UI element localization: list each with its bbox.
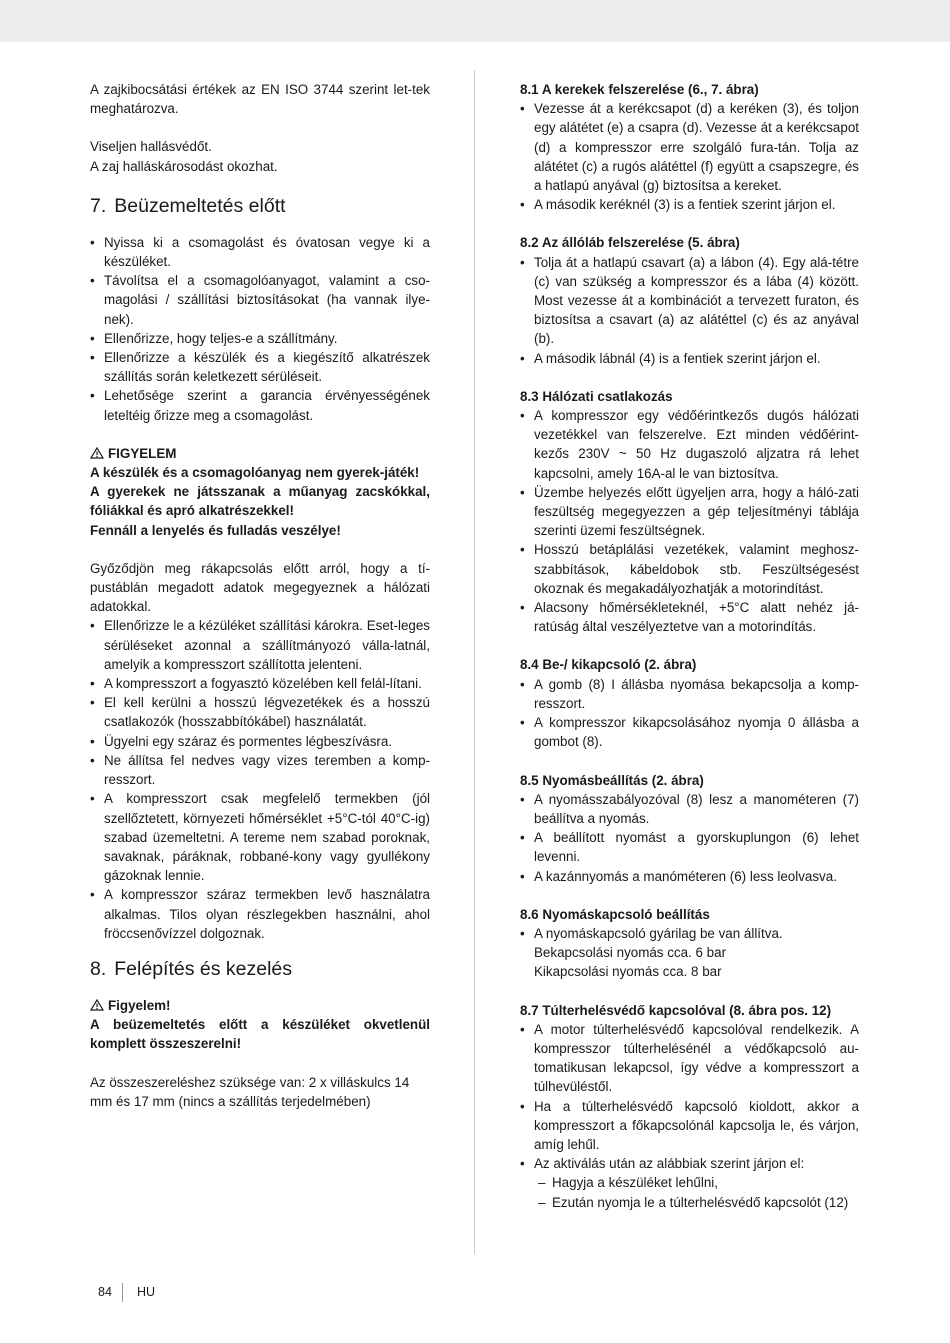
warning-line: A készülék és a csomagolóanyag nem gyerek-játék!: [90, 465, 420, 481]
section-title: Felépítés és kezelés: [114, 957, 293, 980]
intro-paragraph: Győződjön meg rákapcsolás előtt arról, hogy a tí-pustáblán megadott adatok megegyeznek a hálózati adatokkal.: [90, 560, 430, 615]
warning-line: Fennáll a lenyelés és fulladás veszélye!: [90, 522, 341, 538]
section-7-list: [90, 233, 430, 425]
warning-label: Figyelem!: [108, 997, 171, 1013]
left-column: [90, 80, 430, 1111]
subsection-title: 8.3 Hálózati csatlakozás: [520, 388, 673, 404]
subsection-title: 8.4 Be-/ kikapcsoló (2. ábra): [520, 657, 697, 673]
list-item: • A kompresszor kikapcsolásához nyomja 0 állásba a gombot (8).: [520, 713, 859, 751]
list-item: – Ezután nyomja le a túlterhelésvédő kapcsolót (12): [538, 1193, 859, 1212]
sub-step-list: [520, 1173, 859, 1211]
warning-line: A beüzemeltetés előtt a készüléket okvetlenül komplett összeszerelni!: [90, 1017, 430, 1052]
list-item: • Ellenőrizze, hogy teljes-e a szállítmány.: [90, 329, 430, 348]
pressure-off-text: Kikapcsolási nyomás cca. 8 bar: [534, 964, 722, 980]
subsection-list: [520, 790, 859, 886]
subsection-list: [520, 253, 859, 368]
right-column: [520, 80, 859, 1212]
section-title: Beüzemeltetés előtt: [114, 194, 286, 217]
list-item: • Ha a túlterhelésvédő kapcsoló kioldott, akkor a kompresszort a főkapcsolónál kapcsolja le, és várjon, amíg lehűl.: [520, 1097, 859, 1155]
list-item: • Tolja át a hatlapú csavart (a) a lábon (4). Egy alá-tétre (c) van szükség a kompresszor és a lába (4) között. Most vezesse át a kombinációt a tervezett furaton, és biztosítsa a csavart (a) az alátéttel (c) és az anyával (b).: [520, 253, 859, 349]
section-8-heading: [90, 957, 430, 981]
list-item: • Alacsony hőmérsékleteknél, +5°C alatt nehéz já-ratúság által veszélyeztetve van a motorindítás.: [520, 598, 859, 636]
list-item: • A beállított nyomást a gyorskuplungon (6) lehet levenni.: [520, 828, 859, 866]
subsection-title: 8.7 Túlterhelésvédő kapcsolóval (8. ábra pos. 12): [520, 1002, 832, 1018]
list-item: • A kompresszort csak megfelelő termekben (jól szellőztetett, környezeti hőmérséklet +5°C-tól 40°C-ig) szabad üzemeltetni. A tereme nem szabad poroknak, savaknak, páráknak, robbané-kony vagy gyullékony gázoknak lennie.: [90, 789, 430, 885]
warning-heading: [90, 444, 430, 463]
warning-label: FIGYELEM: [108, 445, 177, 461]
subsection-list: [520, 675, 859, 752]
list-item: • A kompresszort a fogyasztó közelében kell felál-lítani.: [90, 674, 430, 693]
list-item: • A gomb (8) I állásba nyomása bekapcsolja a komp-resszort.: [520, 675, 859, 713]
list-item: • A második keréknél (3) is a fentiek szerint járjon el.: [520, 195, 859, 214]
setup-list: [90, 616, 430, 942]
noise-paragraph: A zajkibocsátási értékek az EN ISO 3744 szerint let-tek meghatározva.: [90, 82, 430, 117]
subsection-title: 8.1 A kerekek felszerelése (6., 7. ábra): [520, 82, 759, 97]
hearing-protection-text: Viseljen hallásvédőt.: [90, 139, 212, 155]
list-item: • A nyomásszabályozóval (8) lesz a manométeren (7) beállítva a nyomás.: [520, 790, 859, 828]
list-item: • Lehetősége szerint a garancia érvényességének leteltéig őrizze meg a csomagolást.: [90, 386, 430, 424]
subsection-list: [520, 1020, 859, 1174]
list-item: • Vezesse át a kerékcsapot (d) a keréken (3), és toljon egy alátétet (e) a csapra (d). Vezesse át a kerékcsapot (d) a kompresszor erre szolgáló fura-tán. Tolja az alátétet (c) a rugós alátéttel (f) együtt a csapszegre, és a hatlapú anyával (g) biztosítsa a kereket.: [520, 99, 859, 195]
list-item: – Hagyja a készüléket lehűlni,: [538, 1173, 859, 1192]
list-item: • Távolítsa el a csomagolóanyagot, valamint a cso-magolási / szállítási biztosításokat (ha vannak ilye-nek).: [90, 271, 430, 329]
list-item: • Ellenőrizze a készülék és a kiegészítő alkatrészek szállítás során keletkezett sérüléseit.: [90, 348, 430, 386]
warning-heading: [90, 996, 430, 1015]
subsection-title: 8.6 Nyomáskapcsoló beállítás: [520, 906, 710, 922]
list-item: • A motor túlterhelésvédő kapcsolóval rendelkezik. A kompresszor túlterhelésénél a védőkapcsoló au-tomatikusan lekapcsol, így védve a kompresszort a túlhevüléstől.: [520, 1020, 859, 1097]
noise-damage-text: A zaj halláskárosodást okozhat.: [90, 158, 278, 174]
list-item: • Nyissa ki a csomagolást és óvatosan vegye ki a készüléket.: [90, 233, 430, 271]
list-item: • A második lábnál (4) is a fentiek szerint járjon el.: [520, 349, 859, 368]
column-divider: [474, 70, 475, 1254]
list-item: • Ügyelni egy száraz és pormentes légbeszívásra.: [90, 732, 430, 751]
top-bar: [0, 0, 950, 42]
assembly-tools-paragraph: Az összeszereléshez szüksége van: 2 x villáskulcs 14 mm és 17 mm (nincs a szállítás terjedelmében): [90, 1074, 410, 1109]
warning-line: A gyerekek ne játsszanak a műanyag zacskókkal, fóliákkal és apró alkatrészekkel!: [90, 484, 430, 519]
list-item: • A kompresszor száraz termekben levő használatra alkalmas. Tilos olyan részlegekben használni, ahol fröccsenővízzel dolgoznak.: [90, 885, 430, 943]
list-item: • El kell kerülni a hosszú légvezetékek és a hosszú csatlakozók (hosszabbítókábel) használatát.: [90, 693, 430, 731]
language-code: HU: [137, 1285, 156, 1299]
pressure-factory-text: A nyomáskapcsoló gyárilag be van állítva.: [534, 925, 783, 941]
subsection-title: 8.2 Az állóláb felszerelése (5. ábra): [520, 235, 740, 251]
subsection-list: [520, 924, 859, 982]
list-item: • Ne állítsa fel nedves vagy vizes teremben a komp-resszort.: [90, 751, 430, 789]
section-number: 7.: [90, 194, 107, 217]
subsection-list: [520, 99, 859, 214]
subsection-list: [520, 406, 859, 636]
page-number: 84: [98, 1283, 123, 1302]
page-footer: [98, 1283, 155, 1302]
list-item: • A kompresszor egy védőérintkezős dugós hálózati vezetékkel van felszerelve. Ezt minden védőérint-kezős 230V ~ 50 Hz dugaszoló aljzatra rá lehet kapcsolni, amely 16A-al le van biztosítva.: [520, 406, 859, 483]
list-item: • Hosszú betáplálási vezetékek, valamint meghosz-szabbítások, kábeldobok stb. Feszültségesést okoznak és megakadályozhatják a motorindítást.: [520, 540, 859, 598]
list-item: [520, 924, 859, 982]
pressure-on-text: Bekapcsolási nyomás cca. 6 bar: [534, 945, 727, 961]
section-7-heading: [90, 194, 430, 218]
section-number: 8.: [90, 957, 107, 980]
warning-triangle-icon: [90, 999, 104, 1011]
list-item: • A kazánnyomás a manóméteren (6) less leolvasva.: [520, 867, 859, 886]
subsection-title: 8.5 Nyomásbeállítás (2. ábra): [520, 772, 704, 788]
warning-triangle-icon: [90, 447, 104, 459]
list-item: • Az aktiválás után az alábbiak szerint járjon el:: [520, 1154, 859, 1173]
list-item: • Üzembe helyezés előtt ügyeljen arra, hogy a háló-zati feszültség megegyezzen a gép teljesítményi táblája szerinti üzemi feszültségnek.: [520, 483, 859, 541]
list-item: • Ellenőrizze le a kézüléket szállítási károkra. Eset-leges sérüléseket azonnal a szállítmányozó válla-latnál, amelyik a kompresszort szállította jelenteni.: [90, 616, 430, 674]
